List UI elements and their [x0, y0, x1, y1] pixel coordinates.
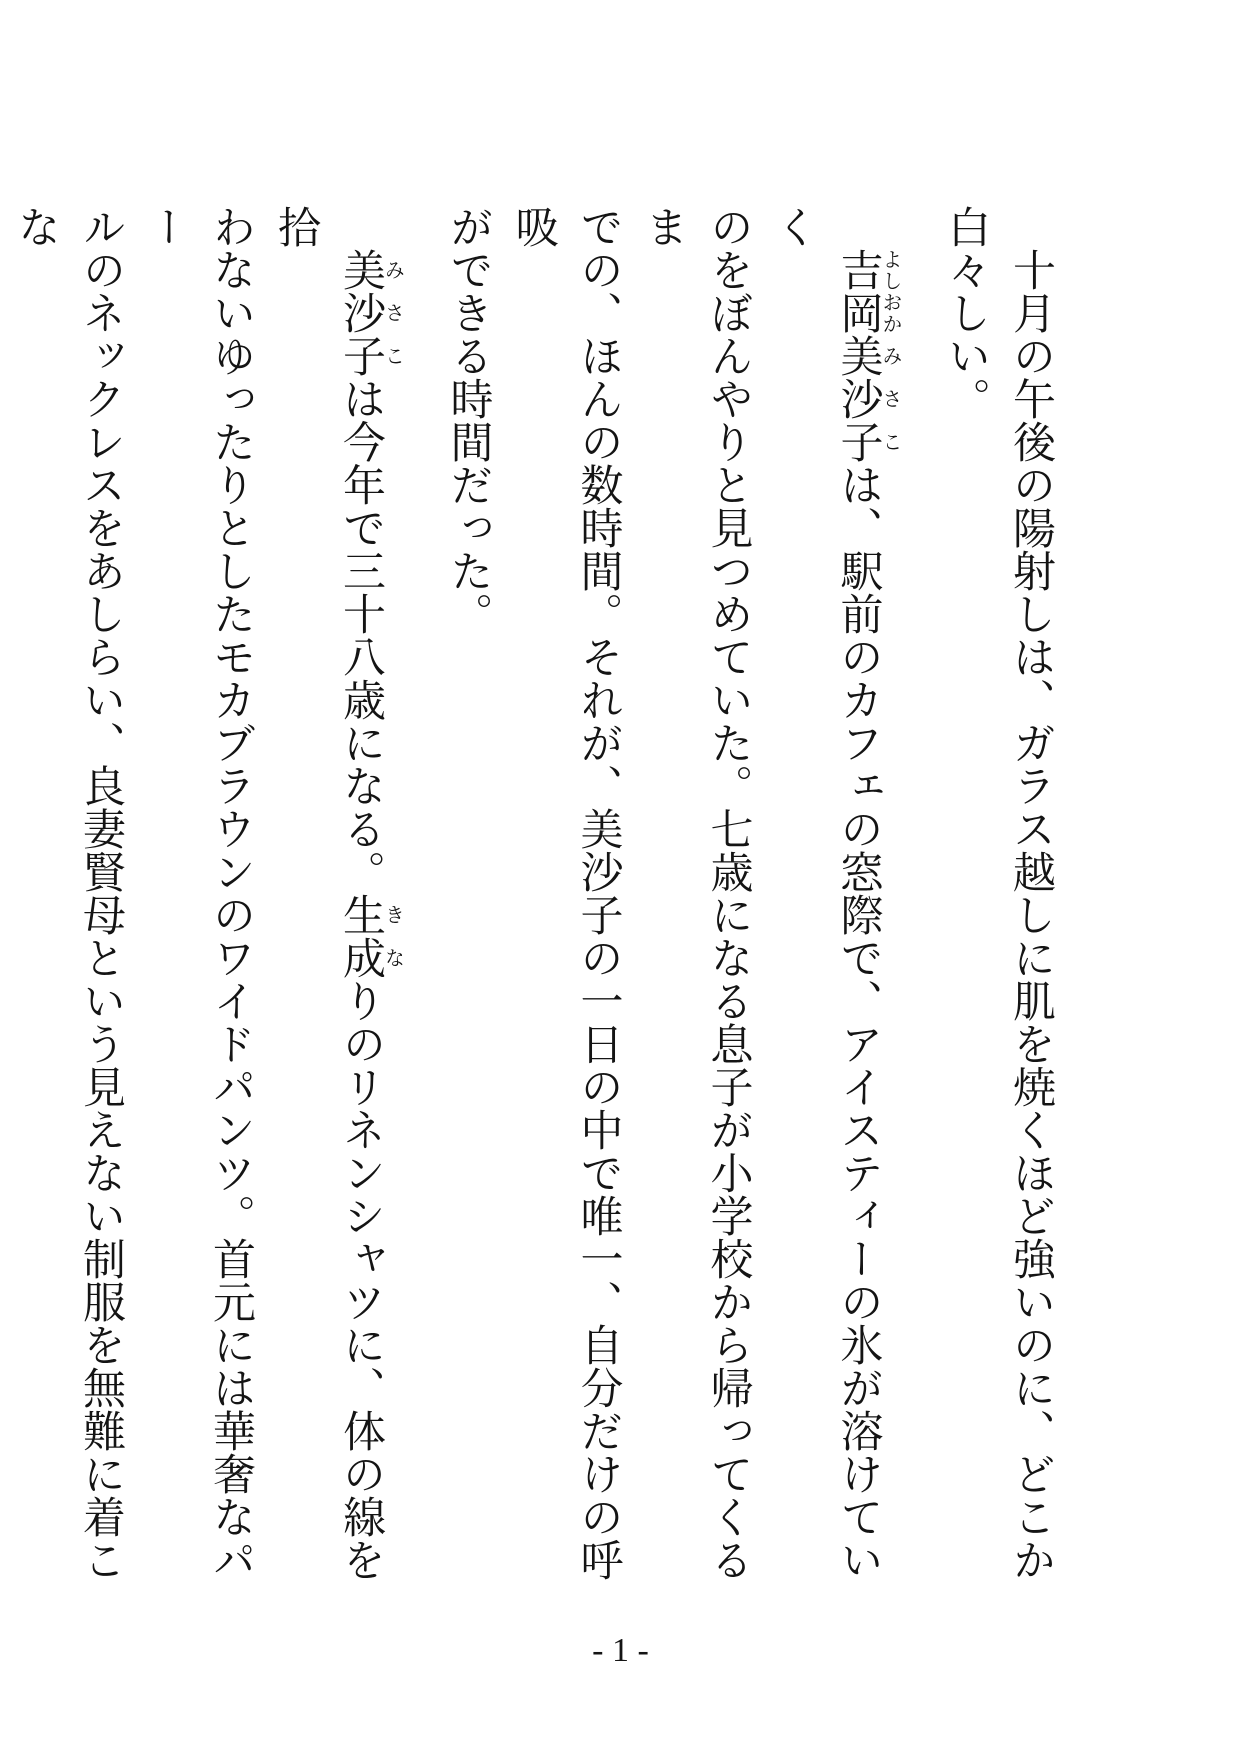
text-run: 白々しい。 — [942, 205, 989, 420]
text-line — [133, 205, 263, 1581]
text-line — [263, 205, 403, 1581]
text-run: のをぼんやりと見つめていた。七歳になる息子が小学校から帰ってくるま — [639, 205, 752, 1581]
text-line — [933, 205, 998, 1581]
furigana-text: みさこ — [381, 248, 404, 377]
text-line — [3, 205, 133, 1581]
text-line — [436, 205, 501, 1581]
page-number: - 1 - — [592, 1632, 649, 1669]
furigana-text: みさこ — [879, 334, 901, 463]
text-run — [835, 205, 882, 248]
text-run: りのリネンシャツに、体の線を拾 — [272, 205, 384, 1581]
furigana-annotated-text: 美沙子みさこ — [834, 334, 901, 463]
text-run: ができる時間だった。 — [444, 205, 492, 635]
text-line — [631, 205, 761, 1581]
text-run: ルのネックレスをあしらい、良妻賢母という見えない制服を無難に着こな — [12, 205, 124, 1581]
text-run: は、駅前のカフェの窓際で、アイスティーの氷が溶けていく — [769, 205, 882, 1581]
text-line — [761, 205, 901, 1581]
text-line — [998, 205, 1063, 1581]
furigana-text: きな — [381, 893, 404, 979]
vertical-text-block — [12, 205, 1063, 1581]
furigana-annotated-text: 美沙子みさこ — [337, 248, 404, 377]
text-run: は今年で三十八歳になる。 — [337, 377, 384, 893]
text-run: での、ほんの数時間。それが、美沙子の一日の中で唯一、自分だけの呼吸 — [509, 205, 622, 1581]
text-line — [0, 205, 3, 1581]
text-line — [501, 205, 631, 1581]
furigana-text: よしおか — [879, 248, 901, 334]
text-run: 十月の午後の陽射しは、ガラス越しに肌を焼くほど強いのに、どこか — [1007, 205, 1054, 1581]
furigana-annotated-text: 生成きな — [337, 893, 404, 979]
furigana-annotated-text: 吉岡よしおか — [834, 248, 901, 334]
text-run — [337, 205, 384, 248]
text-run: わないゆったりとしたモカブラウンのワイドパンツ。首元には華奢なパー — [142, 205, 254, 1581]
